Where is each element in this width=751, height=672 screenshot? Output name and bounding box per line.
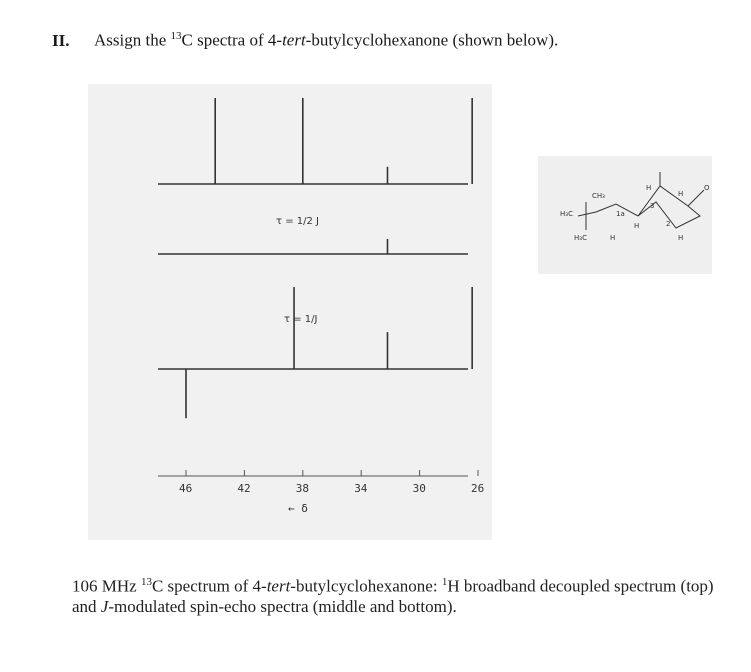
top-spectrum-peaks <box>215 98 472 184</box>
caption-italic1: tert <box>266 576 291 596</box>
carbon-3-label: 3 <box>650 202 655 210</box>
axis-tick-label: 26 <box>471 482 485 495</box>
caption-text1: C spectrum of 4- <box>151 576 267 596</box>
oxygen-label: O <box>704 184 710 192</box>
question-heading <box>52 30 558 51</box>
caption-h-mass: 1 <box>441 576 448 588</box>
middle-tau-label: τ = 1/2 J <box>276 216 319 227</box>
ring-bonds <box>596 186 700 228</box>
caption-prefix: 106 MHz <box>72 576 141 596</box>
caption-isotope-mass: 13 <box>140 576 152 588</box>
figure-caption <box>72 572 732 617</box>
axis-tick-label: 46 <box>179 482 193 495</box>
caption-text4: -modulated spin-echo spectra (middle and bottom). <box>108 596 457 616</box>
axis-tick-label: 42 <box>237 482 251 495</box>
caption-text3: H broadband decoupled spectrum (top) and <box>72 576 714 616</box>
caption-text2: -butylcyclohexanone: <box>290 576 442 596</box>
ch3-label: CH₃ <box>592 192 605 200</box>
bottom-tau-label: τ = 1/J <box>284 314 318 325</box>
nmr-spectra-svg <box>88 84 492 540</box>
tbutyl-bond <box>578 212 596 216</box>
h3c-label-1: H₃C <box>560 210 573 218</box>
heading-italic: tert <box>282 30 306 50</box>
molecule-structure <box>538 156 712 274</box>
heading-text-before: Assign the <box>94 30 171 50</box>
axis-ticks <box>179 470 484 495</box>
h-label-1: H <box>610 234 616 242</box>
carbon-2-label: 2 <box>666 220 671 228</box>
carbon-1a-label: 1a <box>616 210 625 218</box>
carbonyl-bond <box>688 190 704 206</box>
axis-tick-label: 30 <box>412 482 426 495</box>
h-label-3: H <box>646 184 652 192</box>
axis-tick-label: 38 <box>295 482 310 495</box>
heading-text-end: -butylcyclohexanone (shown below). <box>305 30 559 50</box>
h-label-5: H <box>678 234 684 242</box>
question-number: II. <box>52 30 70 50</box>
caption-italic2: J <box>100 596 109 616</box>
axis-tick-label: 34 <box>354 482 368 495</box>
spectrum-figure <box>88 84 492 540</box>
h-label-2: H <box>634 222 640 230</box>
h-label-4: H <box>678 190 684 198</box>
cyclohexanone-chair-drawing <box>538 156 712 274</box>
delta-axis-label: ← δ <box>288 502 308 515</box>
heading-isotope-mass: 13 <box>170 30 182 42</box>
h3c-label-2: H₃C <box>574 234 587 242</box>
heading-text-after: C spectra of 4- <box>181 30 283 50</box>
bottom-spectrum-peaks <box>186 287 472 418</box>
